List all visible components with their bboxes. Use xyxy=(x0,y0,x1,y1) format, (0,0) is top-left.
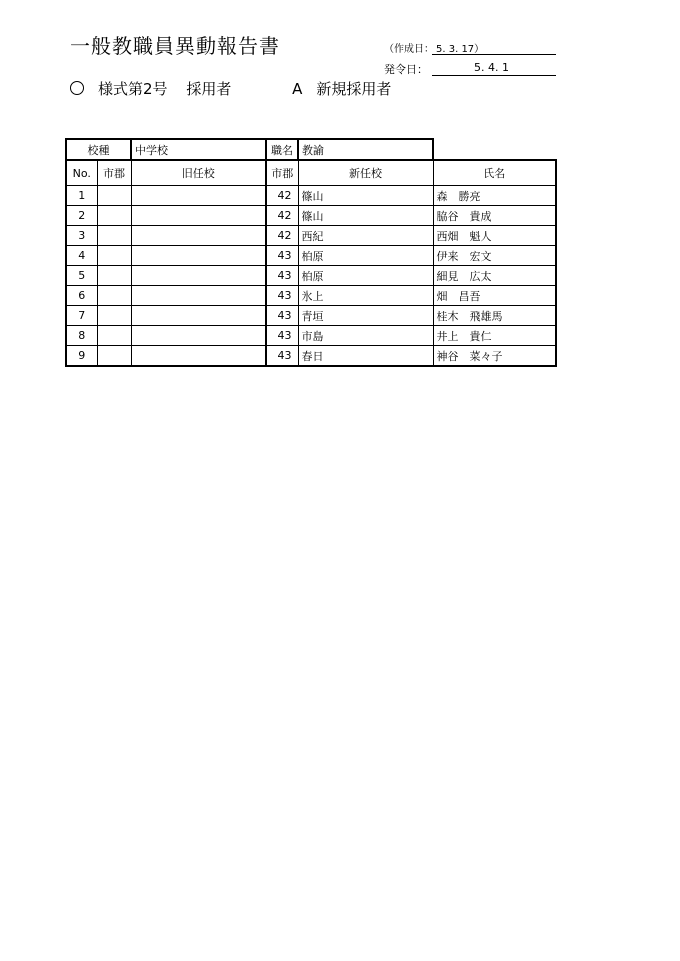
table-row: 3 42 西紀 西畑 魁人 xyxy=(66,226,556,246)
school-type-value: 中学校 xyxy=(131,139,266,160)
header-row-top xyxy=(66,139,556,160)
created-date-underline xyxy=(432,54,556,55)
circle-icon xyxy=(70,81,84,95)
page-title: 一般教職員異動報告書 xyxy=(70,34,280,58)
form-type: 採用者 xyxy=(186,80,232,98)
personnel-table xyxy=(65,138,557,367)
col-header-name: 氏名 xyxy=(433,160,556,186)
table-row: 4 43 柏原 伊来 宏文 xyxy=(66,246,556,266)
created-date-value: 5. 3. 17） xyxy=(436,44,485,55)
created-date-label: （作成日： xyxy=(384,44,434,55)
issue-date-value: 5. 4. 1 xyxy=(474,61,509,74)
col-header-new-school: 新任校 xyxy=(298,160,433,186)
col-header-new-city: 市郡 xyxy=(266,160,298,186)
col-header-old-school: 旧任校 xyxy=(131,160,266,186)
category-code: A xyxy=(292,80,303,98)
job-title-label: 職名 xyxy=(266,139,298,160)
issue-date-label: 発令日： xyxy=(384,63,428,76)
job-title-value: 教諭 xyxy=(298,139,433,160)
table-row: 9 43 春日 神谷 菜々子 xyxy=(66,346,556,367)
form-number: 様式第2号 xyxy=(98,80,168,98)
table-row: 5 43 柏原 細見 広太 xyxy=(66,266,556,286)
school-type-label: 校種 xyxy=(66,139,131,160)
table-row: 7 43 青垣 桂木 飛雄馬 xyxy=(66,306,556,326)
form-info xyxy=(70,78,391,99)
col-header-no: No. xyxy=(66,160,97,186)
col-header-old-city: 市郡 xyxy=(97,160,131,186)
issue-date-underline xyxy=(432,75,556,76)
table-row: 2 42 篠山 脇谷 貴成 xyxy=(66,206,556,226)
table-row: 1 42 篠山 森 勝亮 xyxy=(66,186,556,206)
table-row: 6 43 氷上 畑 昌吾 xyxy=(66,286,556,306)
table-row: 8 43 市島 井上 貴仁 xyxy=(66,326,556,346)
header-row-columns xyxy=(66,160,556,186)
category-name: 新規採用者 xyxy=(316,80,392,98)
